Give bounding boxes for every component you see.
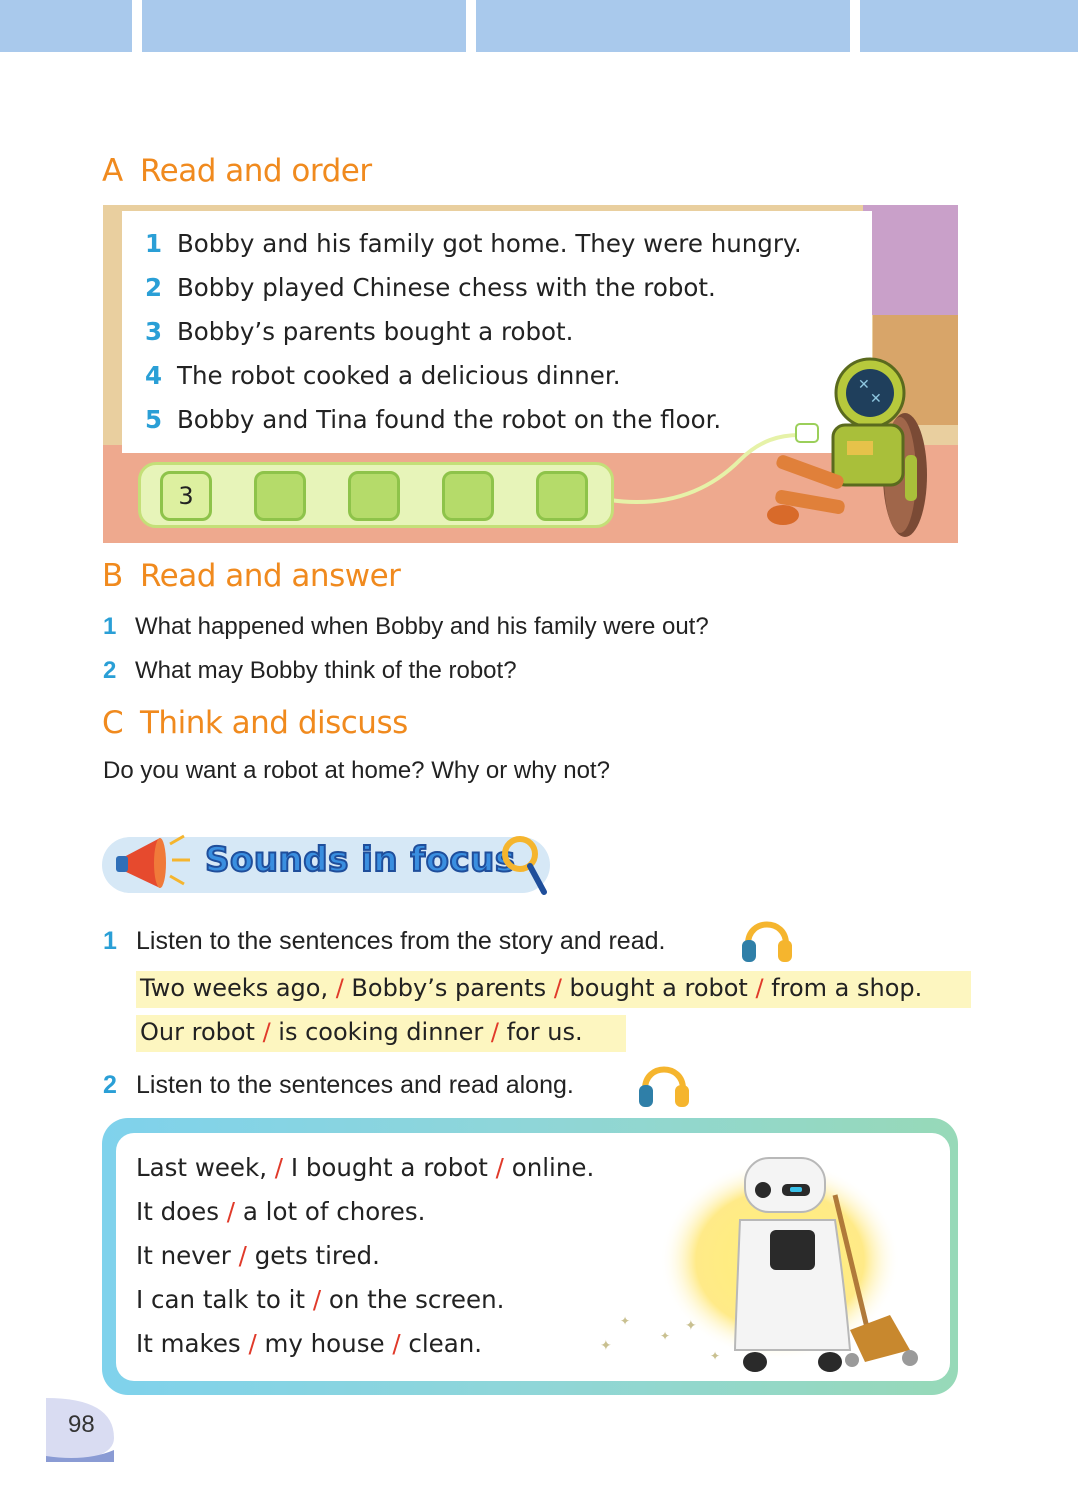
read-along-line-5: It makes / my house / clean. — [136, 1329, 483, 1358]
section-c-letter: C — [102, 705, 124, 741]
svg-text:✦: ✦ — [660, 1329, 671, 1343]
order-item-2: 2 Bobby played Chinese chess with the robot. — [145, 273, 716, 302]
order-item-3: 3 Bobby’s parents bought a robot. — [145, 317, 574, 346]
section-b-heading — [102, 558, 400, 594]
svg-text:✕: ✕ — [858, 377, 870, 393]
section-a-heading — [102, 153, 372, 189]
page-number: 98 — [68, 1411, 95, 1438]
headphones-icon[interactable] — [637, 1053, 691, 1111]
svg-text:✦: ✦ — [620, 1314, 631, 1328]
read-along-line-2: It does / a lot of chores. — [136, 1197, 426, 1226]
order-answer-box-5[interactable] — [536, 471, 588, 521]
read-along-line-4: I can talk to it / on the screen. — [136, 1285, 505, 1314]
svg-text:✦: ✦ — [685, 1318, 697, 1334]
magnifier-icon — [500, 832, 550, 898]
section-c-heading — [102, 705, 408, 741]
read-along-line-1: Last week, / I bought a robot / online. — [136, 1153, 595, 1182]
top-decorative-bar — [0, 0, 1078, 62]
discussion-prompt: Do you want a robot at home? Why or why not? — [103, 757, 610, 784]
read-along-line-3: It never / gets tired. — [136, 1241, 380, 1270]
headphones-icon[interactable] — [740, 908, 794, 966]
order-answer-box-2[interactable] — [254, 471, 306, 521]
megaphone-icon — [112, 830, 192, 896]
question-1: 1 What happened when Bobby and his family were out? — [103, 613, 709, 640]
listening-task-1: 1 Listen to the sentences from the story and read. — [103, 927, 666, 955]
order-item-5: 5 Bobby and Tina found the robot on the floor. — [145, 405, 722, 434]
order-item-1: 1 Bobby and his family got home. They were hungry. — [145, 229, 802, 258]
order-item-4: 4 The robot cooked a delicious dinner. — [145, 361, 621, 390]
section-c-title: Think and discuss — [140, 705, 408, 741]
section-a-letter: A — [102, 153, 123, 189]
order-answer-box-4[interactable] — [442, 471, 494, 521]
cleaning-robot-icon — [560, 1150, 940, 1375]
broken-robot-icon — [755, 355, 955, 540]
svg-text:✦: ✦ — [710, 1349, 721, 1363]
section-a-title: Read and order — [140, 153, 372, 189]
section-b-letter: B — [102, 558, 123, 594]
order-answer-box-3[interactable] — [348, 471, 400, 521]
order-answer-box-1[interactable]: 3 — [160, 471, 212, 521]
story-sentence-1: Two weeks ago, / Bobby’s parents / bought a robot / from a shop. — [140, 974, 923, 1002]
sounds-in-focus-title: Sounds in focus — [205, 840, 516, 880]
svg-text:✕: ✕ — [870, 391, 882, 407]
section-b-title: Read and answer — [140, 558, 401, 594]
svg-text:✦: ✦ — [600, 1338, 612, 1354]
story-sentence-2: Our robot / is cooking dinner / for us. — [140, 1018, 583, 1046]
listening-task-2: 2 Listen to the sentences and read along. — [103, 1071, 574, 1099]
question-2: 2 What may Bobby think of the robot? — [103, 657, 517, 684]
